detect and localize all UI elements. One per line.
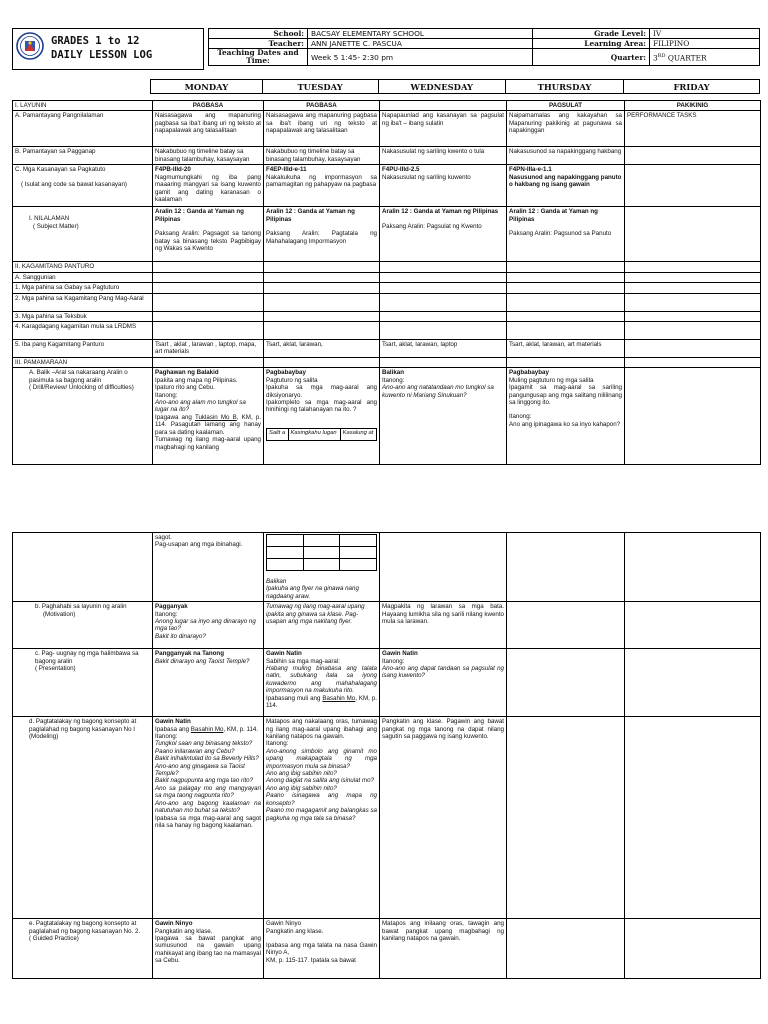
kasanayan-text-thursday: Nasusunod ang napakinggang panuto o hakbang ng isang gawain: [509, 173, 622, 189]
pang-mag-aaral-monday: [153, 293, 264, 311]
row-nilalaman: [13, 207, 761, 262]
quarter-word: QUARTER: [665, 53, 707, 63]
pag-uugnay-sub: ( Presentation): [35, 665, 76, 673]
row-pag-uugnay: [13, 649, 761, 717]
area-label: Learning Area:: [533, 39, 650, 49]
d-mon-line: [155, 726, 261, 733]
pangnilalaman-thursday: Naipamamalas ang kakayahan sa Mapanuring pakikinig at pagunawa sa napakinggan: [507, 111, 625, 147]
day-monday: MONDAY: [151, 80, 262, 94]
teksbuk-friday: [625, 311, 761, 321]
pagtatalakay-1-thursday: [507, 717, 625, 919]
kagamitan-monday: [153, 262, 264, 272]
balik-aral-title: A. Balik –Aral sa nakaraang Aralin o pasimula sa bagong aralin: [29, 369, 128, 384]
iba-pang-label: 5. Iba pang Kagamitang Panturo: [13, 340, 153, 358]
code-wednesday: F4PU-IIId-2.5: [382, 166, 420, 174]
teksbuk-tuesday: [264, 311, 380, 321]
aralin-monday: Aralin 12 : Ganda at Yaman ng Pilipinas: [155, 208, 244, 223]
pagtatalakay-1-wednesday: Pangkatin ang klase. Pagawin ang bawat pangkat ng mga tanong na dapat nilang sagutin sa paggawa ng isang kuwento.: [380, 717, 507, 919]
kasanayan-wednesday: [380, 165, 507, 207]
gabay-wednesday: [380, 283, 507, 293]
paksa-monday: Paksang Aralin: Pagsagot sa tanong batay sa binasang teksto Pagbibigay ng Wakas sa Kwento: [155, 230, 261, 253]
balik-aral-thursday: [507, 368, 625, 465]
day-friday: FRIDAY: [624, 80, 760, 94]
pag-uugnay-label: [13, 649, 153, 717]
area-value: FILIPINO: [650, 39, 760, 49]
paghahabi-thursday: [507, 602, 625, 649]
paghahabi-sub: (Motivation): [43, 610, 76, 618]
mon-balik-fragment: Ipagawa ang: [155, 413, 195, 421]
pamamaraan-thursday: [507, 358, 625, 368]
title-block: [12, 28, 204, 70]
gawin-natin-heading: Gawin Natin: [382, 650, 418, 658]
pagganap-monday: Nakabubuo ng timeline batay sa binasang talambuhay, kasaysayan: [153, 147, 264, 165]
mini-cell: [303, 559, 340, 571]
quarter-label: Quarter:: [533, 49, 650, 66]
iba-pang-friday: [625, 340, 761, 358]
e-tue-line: Pangkatin ang klase.: [266, 927, 324, 935]
paghahabi-title: b. Paghahabi sa layunin ng aralin: [35, 603, 127, 611]
pagganyak-heading: Pagganyak: [155, 603, 188, 611]
mon-balik-line: Ipakita ang mapa ng Pilipinas.: [155, 376, 238, 384]
paghahabi-monday: [153, 602, 264, 649]
kasanayan-text-wednesday: Nakasusulat ng sariling kuwento: [382, 173, 471, 181]
pagtatalakay-1-monday: [153, 717, 264, 919]
d-tue-line: Anong daglat na salita ang isinulat mo?: [266, 777, 375, 785]
b-mon-line: Bakit ito dinarayo?: [155, 632, 206, 640]
tuklasin-link: Tuklasin Mo B: [194, 413, 237, 421]
mini-col-kasingkahulugan: Kasingkahu lugan: [288, 428, 340, 440]
e-mon-line: Pangkatin ang klase.: [155, 927, 213, 935]
header: [12, 28, 760, 70]
kagamitan-wednesday: [380, 262, 507, 272]
row-kasanayan: [13, 165, 761, 207]
wed-balik-line: Itanong:: [382, 376, 405, 384]
iba-pang-wednesday: Tsart, aklat, larawan, laptop: [380, 340, 507, 358]
sanggunian-tuesday: [264, 272, 380, 282]
mon-balik-line: Itanong:: [155, 391, 178, 399]
gabay-monday: [153, 283, 264, 293]
pang-mag-aaral-label: 2. Mga pahina sa Kagamitang Pang Mag-Aaral: [13, 293, 153, 311]
mini-cell: [340, 559, 377, 571]
c-wed-line: Ano-ano ang dapat tandaan sa pagsulat ng isang kuwento?: [382, 665, 504, 680]
pangnilalaman-wednesday: Napapaunlad ang kasanayan sa pagsulat ng iba't – ibang sulatin: [380, 111, 507, 147]
aralin-tuesday: Aralin 12 : Ganda at Yaman ng Pilipinas: [266, 208, 355, 223]
gabay-friday: [625, 283, 761, 293]
pangnilalaman-friday: PERFORMANCE TASKS: [625, 111, 761, 147]
kagamitan-label: II. KAGAMITANG PANTURO: [13, 262, 153, 272]
salita-mini-table-rows: [266, 534, 377, 571]
paksa-wednesday: Paksang Aralin: Pagsulat ng Kwento: [382, 222, 482, 230]
lesson-table-page-2: [12, 532, 761, 979]
pamamaraan-wednesday: [380, 358, 507, 368]
mon-balik-line: Tumawag ng ilang mag-aaral upang magbahagi ng kanilang: [155, 436, 261, 451]
mini-cell: [340, 535, 377, 547]
balikan-heading: Balikan: [382, 369, 405, 377]
nilalaman-title: I. NILALAMAN: [29, 215, 70, 223]
sanggunian-monday: [153, 272, 264, 282]
balik-aral-monday: [153, 368, 264, 465]
tue-balik-line: Ipakuha sa mga mag-aaral ang diksiyonaryo.: [266, 384, 377, 399]
d-mon-line: Ano-ano ang ginagawa sa Taoist Temple?: [155, 762, 245, 778]
day-wednesday: WEDNESDAY: [378, 80, 505, 94]
days-header: [12, 79, 760, 94]
school-label: School:: [209, 29, 308, 39]
row-sanggunian: [13, 272, 761, 282]
nilalaman-friday: [625, 207, 761, 262]
kasanayan-tuesday: [264, 165, 380, 207]
pagtatalakay-2-friday: [625, 919, 761, 979]
pamamaraan-label: III. PAMAMARAAN: [13, 358, 153, 368]
mon-balik-line: Ipaturo rito ang Cebu.: [155, 384, 215, 392]
mini-col-kasalungat: Kasalung at: [340, 428, 376, 440]
lrdms-label: 4. Karagdagang kagamitan mula sa LRDMS: [13, 322, 153, 340]
teksbuk-label: 3. Mga pahina sa Teksbuk: [13, 311, 153, 321]
gawin-natin-heading: Gawin Natin: [155, 718, 191, 726]
paghahabi-tuesday: Tumawag ng ilang mag-aaral upang ipakita ang ginawa sa klase. Pag-usapan ang mga nakitang flyer.: [264, 602, 380, 649]
aralin-wednesday: Aralin 12 : Ganda at Yaman ng Pilipinas: [382, 208, 499, 216]
kasanayan-text-tuesday: Nakakukuha ng impormasyon sa pamamagitan ng pahapyaw na pagbasa: [266, 173, 377, 189]
e-tue-line: KM, p. 115-117. Ipatala sa bawat: [266, 956, 356, 964]
e-mon-line: Ipagawa sa bawat pangkat ang sumusunod na gawain upang mahikayat ang ibang tao na mamasyal sa Cebu.: [155, 935, 261, 965]
d-tue-line: Itanong:: [266, 740, 289, 748]
pang-mag-aaral-thursday: [507, 293, 625, 311]
d-tue-line: Matapos ang nakalaang oras, tumawag ng ilang mag-aaral upang ibahagi ang kanilang natapos na gawain.: [266, 718, 377, 741]
balik-aral-friday: [625, 368, 761, 465]
pag-uugnay-title: c. Pag- uugnay ng mga halimbawa sa bagong aralin: [35, 650, 139, 665]
d-tue-line: Ano ang ibig sabihin nito?: [266, 770, 337, 778]
row-pamantayang-pangnilalaman: [13, 111, 761, 147]
title-line-1: GRADES 1 to 12: [51, 35, 140, 47]
b-mon-line: Anong lugar sa inyo ang dinarayo ng mga tao?: [155, 618, 256, 633]
pag-uugnay-friday: [625, 649, 761, 717]
col-head-tuesday: PAGBASA: [264, 101, 380, 111]
pag-uugnay-thursday: [507, 649, 625, 717]
lrdms-friday: [625, 322, 761, 340]
row-teksbuk: [13, 311, 761, 321]
balik-aral-wednesday: [380, 368, 507, 465]
d-mon-line: Bakit nagpupunta ang mga tao rito?: [155, 777, 254, 785]
gabay-tuesday: [264, 283, 380, 293]
paghawan-heading: Paghawan ng Balakid: [155, 369, 219, 377]
d-tue-line: Paano isinagawa ang mapa ng konsepto?: [266, 792, 377, 807]
pagganap-thursday: Nakasusunod sa napakinggang hakbang: [507, 147, 625, 165]
c-wed-line: Itanong:: [382, 657, 405, 665]
pagganap-tuesday: Nakabubuo ng timeline batay sa binasang talambuhay, kasaysayan: [264, 147, 380, 165]
mini-cell: [303, 547, 340, 559]
quarter-number: 3: [653, 53, 658, 63]
pagbabaybay-heading: Pagbabaybay: [509, 369, 549, 377]
tue-balikan-text: Ipakuha ang flyer na ginawa nang nagdaang araw.: [266, 585, 359, 600]
paghahabi-wednesday: Magpakita ng larawan sa mga bata. Hayaang lumikha sila ng sarili nilang kwento mula sa larawan.: [380, 602, 507, 649]
basahin-link: Basahin Mo: [322, 694, 356, 702]
pagganap-wednesday: Nakasusulat ng sariling kwento o tula: [380, 147, 507, 165]
paksa-tuesday: Paksang Aralin: Pagtatala ng Mahahalagang Impormasyon: [266, 230, 377, 245]
thu-balik-line: Ipagamit sa mag-aaral sa sariling pangungusap ang mga salitang nililinang sa linggong ito.: [509, 384, 622, 407]
pang-mag-aaral-friday: [625, 293, 761, 311]
balik-continued-friday: [625, 533, 761, 602]
thu-balik-line: Muling pagtuturo ng mga salita: [509, 376, 594, 384]
pang-mag-aaral-tuesday: [264, 293, 380, 311]
pag-uugnay-wednesday: [380, 649, 507, 717]
kagamitan-friday: [625, 262, 761, 272]
iba-pang-thursday: Tsart, aklat, larawan, art materials: [507, 340, 625, 358]
pagganap-friday: [625, 147, 761, 165]
nilalaman-monday: [153, 207, 264, 262]
pangganyak-heading: Pangganyak na Tanong: [155, 650, 224, 658]
d-mon-line: Bakit inihalintulad ito sa Beverly Hills?: [155, 755, 259, 763]
pagtatalakay-1-tuesday: [264, 717, 380, 919]
tue-balik-line: Pagtuturo ng salita: [266, 376, 318, 384]
d-mon-line: Tungkol saan ang binasang teksto?: [155, 740, 253, 748]
gawin-natin-heading: Gawin Natin: [266, 650, 302, 658]
b-mon-line: Itanong:: [155, 610, 178, 618]
col-head-friday: PAKIKINIG: [625, 101, 761, 111]
days-spacer: [12, 80, 151, 94]
pagtatalakay-2-thursday: [507, 919, 625, 979]
teksbuk-wednesday: [380, 311, 507, 321]
mini-col-salita: Salit a: [267, 428, 289, 440]
d-tue-line: Ano ang ibig sabihin nito?: [266, 784, 337, 792]
quarter-suffix: RD: [657, 52, 666, 59]
balik-aral-tuesday: [264, 368, 380, 465]
aralin-thursday: Aralin 12 : Ganda at Yaman ng Pilipinas: [509, 208, 598, 223]
nilalaman-tuesday: [264, 207, 380, 262]
row-lrdms: [13, 322, 761, 340]
lrdms-wednesday: [380, 322, 507, 340]
balik-continued-tuesday: [264, 533, 380, 602]
c-tue-line: Sabihin sa mga mag-aaral:: [266, 657, 340, 665]
row-kagamitan: [13, 262, 761, 272]
iba-pang-monday: Tsart , aklat , larawan , laptop, mapa, art materials: [153, 340, 264, 358]
nilalaman-label: [13, 207, 153, 262]
lesson-table-page-1: [12, 100, 761, 465]
mon-cont-line: Pag-usapan ang mga ibinahagi.: [155, 541, 243, 549]
balik-continued-wednesday: [380, 533, 507, 602]
layunin-label: I. LAYUNIN: [13, 101, 153, 111]
mon-balik-line: Ano-ano ang alam mo tungkol sa lugar na ito?: [155, 399, 246, 414]
pagtatalakay-2-label: [13, 919, 153, 979]
c-tue-fragment: , KM, p. 114.: [266, 694, 377, 710]
thu-balik-line: Itanong:: [509, 413, 532, 421]
wed-balik-line: Ano-ano ang natatandaan mo tungkol sa kuwento ni Mariang Sinukuan?: [382, 384, 494, 399]
school-value: BACSAY ELEMENTARY SCHOOL: [308, 29, 533, 39]
day-thursday: THURSDAY: [505, 80, 623, 94]
d-mon-fragment: , KM, p. 114.: [223, 725, 259, 733]
pangnilalaman-tuesday: Naisasagawa ang mapanuring pagbasa sa iba't ibang uri ng teksto at napapalawak ang talasalitaan: [264, 111, 380, 147]
pamamaraan-monday: [153, 358, 264, 368]
code-monday: F4PB-IIId-20: [155, 166, 191, 174]
pagtatalakay-2-sub: ( Guided Practice): [29, 935, 79, 943]
pagtatalakay-2-tuesday: [264, 919, 380, 979]
row-balik-aral: [13, 368, 761, 465]
grade-value: IV: [650, 29, 760, 39]
pamamaraan-tuesday: [264, 358, 380, 368]
d-mon-line: Paano inilarawan ang Cebu?: [155, 747, 235, 755]
mini-cell: [267, 547, 304, 559]
kasanayan-title: C. Mga Kasanayan sa Pagkatuto: [15, 166, 106, 174]
kagamitan-thursday: [507, 262, 625, 272]
pagtatalakay-1-title: d. Pagtatalakay ng bagong konsepto at paglalahad ng bagong kasanayan No I: [29, 718, 137, 733]
row-balik-aral-continued: [13, 533, 761, 602]
pagtatalakay-2-wednesday: Matapos ang inilaang oras, tawagin ang bawat pangkat upang magbahagi ng kanilang natapos na gawain.: [380, 919, 507, 979]
d-tue-line: Paano mo magagamit ang balangkas sa pagkuha ng mga tala sa binasa?: [266, 807, 377, 822]
d-mon-fragment: Ipabasa ang: [155, 725, 191, 733]
day-tuesday: TUESDAY: [262, 80, 378, 94]
col-head-wednesday: [380, 101, 507, 111]
dates-value: Week 5 1:45- 2:30 pm: [308, 49, 533, 66]
teacher-label: Teacher:: [209, 39, 308, 49]
mini-cell: [267, 535, 304, 547]
d-mon-line: Itanong:: [155, 733, 178, 741]
d-mon-line: Ano sa palagay mo ang mangyayari sa mga taong nagpunta rito?: [155, 784, 261, 800]
code-thursday: F4PN-IIIa-e-1.1: [509, 166, 552, 174]
row-layunin: [13, 101, 761, 111]
code-tuesday: F4EP-IIId-e-11: [266, 166, 307, 174]
dates-label: Teaching Dates and Time:: [209, 49, 308, 66]
pagtatalakay-2-monday: [153, 919, 264, 979]
pangnilalaman-monday: Naisasagawa ang mapanuring pagbasa sa iba't ibang uri ng teksto at napapalawak ang talasalitaan: [153, 111, 264, 147]
title-line-2: DAILY LESSON LOG: [51, 49, 153, 61]
mini-cell: [303, 535, 340, 547]
sanggunian-label: A. Sanggunian: [13, 272, 153, 282]
mon-balik-line: [155, 414, 261, 436]
sanggunian-friday: [625, 272, 761, 282]
balik-continued-monday: [153, 533, 264, 602]
mini-cell: [340, 547, 377, 559]
teacher-value: ANN JANETTE C. PASCUA: [308, 39, 533, 49]
mon-cont-line: sagot.: [155, 534, 172, 541]
pagbabaybay-heading: Pagbabaybay: [266, 369, 306, 377]
kasanayan-monday: [153, 165, 264, 207]
pagganap-label: B. Pamantayan sa Pagganap: [13, 147, 153, 165]
header-info-table: [208, 28, 760, 66]
row-kagamitang-pang-mag-aaral: [13, 293, 761, 311]
balik-aral-label: [13, 368, 153, 465]
pagtatalakay-1-sub: (Modeling): [29, 733, 59, 741]
grade-label: Grade Level:: [533, 29, 650, 39]
row-gabay: [13, 283, 761, 293]
iba-pang-tuesday: Tsart, aklat, larawan,: [264, 340, 380, 358]
nilalaman-sub: ( Subject Matter): [33, 222, 79, 230]
gabay-thursday: [507, 283, 625, 293]
c-tue-line: Habang muling binabasa ang talata natin, subukang itala sa iyong kuwaderno ang mahahalagang impormasyon na makukuha rito.: [266, 665, 377, 695]
d-mon-line: Ano-ano ang bagong kaalaman na natutuhan mo buhat sa teksto?: [155, 799, 261, 815]
e-tue-line: Gawin Ninyo: [266, 920, 302, 928]
teksbuk-thursday: [507, 311, 625, 321]
pagtatalakay-1-label: [13, 717, 153, 919]
kasanayan-text-monday: Nagmumungkahi ng iba pang maaaring mangyari sa isang kuwento gamit ang dating karanasan o kaalaman: [155, 173, 261, 204]
row-pamamaraan: [13, 358, 761, 368]
row-iba-pang-kagamitan: [13, 340, 761, 358]
mini-cell: [267, 559, 304, 571]
row-pamantayan-pagganap: [13, 147, 761, 165]
d-mon-line: Ipabasa sa mga mag-aaral ang sagot nila sa hanay ng bagong kaalaman.: [155, 814, 261, 829]
c-tue-fragment: Ipabasang muli ang: [266, 694, 323, 702]
pangnilalaman-label: A. Pamantayang Pangnilalaman: [13, 111, 153, 147]
teksbuk-monday: [153, 311, 264, 321]
balikan-heading: Balikan: [266, 578, 287, 585]
sanggunian-wednesday: [380, 272, 507, 282]
pag-uugnay-tuesday: [264, 649, 380, 717]
tue-balik-line: Ipakompleto sa mga mag-aaral ang hinihingi ng talahanayan na ito. ?: [266, 399, 377, 414]
col-head-thursday: PAGSULAT: [507, 101, 625, 111]
paghahabi-label: [13, 602, 153, 649]
gabay-label: 1. Mga pahina sa Gabay sa Pagtuturo: [13, 283, 153, 293]
nilalaman-thursday: [507, 207, 625, 262]
row-pagtatalakay-2: [13, 919, 761, 979]
e-tue-line: Ipabasa ang mga talata na nasa Gawin Ninyo A,: [266, 942, 377, 957]
balik-continued-label: [13, 533, 153, 602]
quarter-value: [650, 49, 760, 66]
pang-mag-aaral-wednesday: [380, 293, 507, 311]
deped-seal-icon: [16, 32, 44, 60]
pagtatalakay-1-friday: [625, 717, 761, 919]
pagtatalakay-2-title: e. Pagtatalakay ng bagong konsepto at paglalahad ng bagong kasanayan No. 2.: [29, 920, 141, 935]
paghahabi-friday: [625, 602, 761, 649]
nilalaman-wednesday: [380, 207, 507, 262]
row-pagtatalakay-1: [13, 717, 761, 919]
balik-continued-thursday: [507, 533, 625, 602]
pag-uugnay-monday: [153, 649, 264, 717]
basahin-link: Basahin Mo: [190, 725, 224, 733]
sanggunian-thursday: [507, 272, 625, 282]
mon-balik-fragment: , KM, p. 114. Pasagutan lamang ang hanay para sa dating kaalaman.: [155, 413, 261, 436]
kasanayan-sub: ( Isulat ang code sa bawat kasanayan): [21, 180, 127, 188]
salita-mini-table: [266, 428, 377, 441]
balik-aral-sub: ( Drill/Review/ Unlocking of difficulties): [29, 384, 134, 392]
lrdms-tuesday: [264, 322, 380, 340]
lrdms-thursday: [507, 322, 625, 340]
kasanayan-thursday: [507, 165, 625, 207]
kasanayan-friday: [625, 165, 761, 207]
c-tue-line: [266, 695, 377, 710]
kasanayan-label: [13, 165, 153, 207]
pamamaraan-friday: [625, 358, 761, 368]
c-mon-line: Bakit dinarayo ang Taoist Temple?: [155, 657, 250, 665]
kagamitan-tuesday: [264, 262, 380, 272]
thu-balik-line: Ano ang ipinagawa ko sa inyo kahapon?: [509, 420, 621, 428]
row-paghahabi: [13, 602, 761, 649]
paksa-thursday: Paksang Aralin: Pagsunod sa Panuto: [509, 230, 612, 238]
d-tue-line: Ano-anong simbolo ang ginamit mo upang makapagtala ng mga impormasyon mula sa binasa?: [266, 747, 377, 770]
gawin-ninyo-heading: Gawin Ninyo: [155, 920, 193, 928]
lrdms-monday: [153, 322, 264, 340]
col-head-monday: PAGBASA: [153, 101, 264, 111]
